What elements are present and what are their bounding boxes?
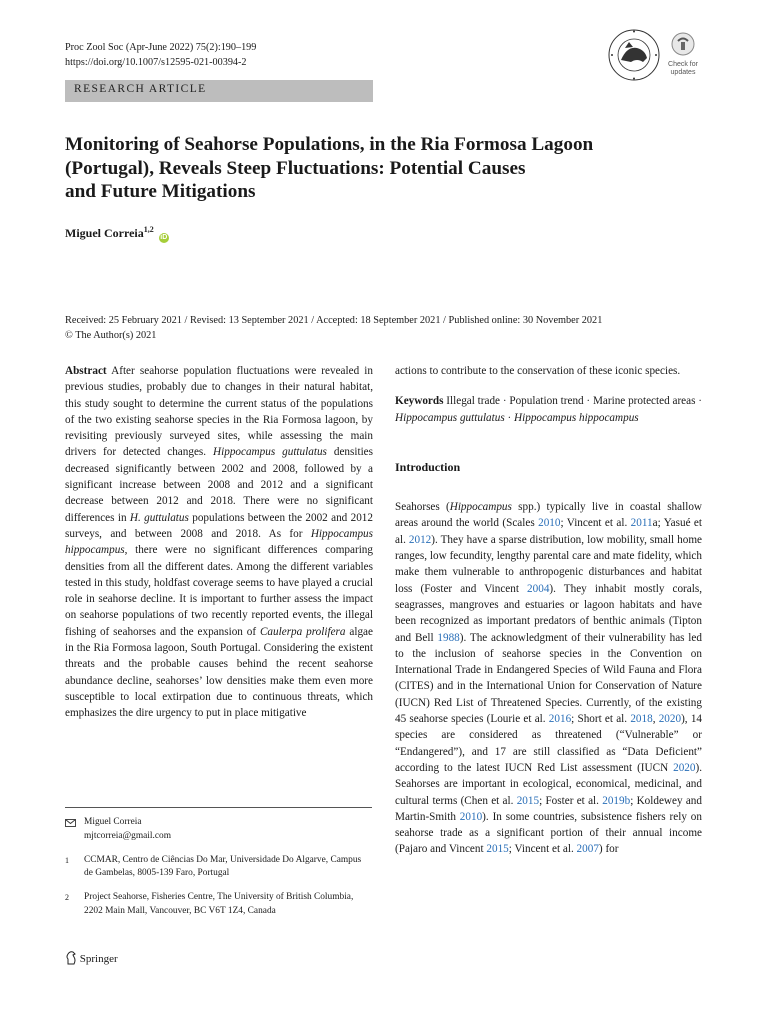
citation-link[interactable]: 2007 bbox=[576, 843, 599, 856]
affiliation-note bbox=[65, 854, 372, 882]
footnote-divider bbox=[65, 807, 372, 808]
title-line: Monitoring of Seahorse Populations, in the Ria Formosa Lagoon bbox=[65, 134, 594, 155]
body-text: ; Koldewey and Martin-Smith bbox=[395, 794, 702, 823]
left-column bbox=[65, 363, 373, 722]
citation-link[interactable]: 2018 bbox=[630, 713, 653, 726]
abstract-text: After seahorse population fluctuations were revealed in previous studies, probably due to changes in their natural habitat, this study sought to determine the current status of the populations of the two existing seahorse species in the Ria Formosa lagoon, by revisiting previously surveyed sites, while assessing the main drivers for detected changes. bbox=[65, 365, 373, 459]
citation-line: Proc Zool Soc (Apr-June 2022) 75(2):190–199 bbox=[65, 42, 257, 53]
species-name: Caulerpa prolifera bbox=[259, 625, 346, 638]
society-seal-icon bbox=[607, 28, 661, 82]
body-text: ; Short et al. bbox=[571, 713, 631, 726]
check-for-updates-icon bbox=[671, 32, 695, 56]
check-updates-line: Check for bbox=[668, 61, 698, 68]
right-column bbox=[395, 363, 702, 858]
author-name[interactable]: Miguel Correia bbox=[65, 226, 144, 240]
springer-horse-icon bbox=[65, 951, 77, 965]
orcid-icon[interactable]: iD bbox=[160, 234, 168, 241]
affiliation-number: 2 bbox=[65, 893, 69, 903]
article-type-banner bbox=[65, 80, 373, 102]
affiliation-text: CCMAR, Centro de Ciências Do Mar, Universidade Do Algarve, Campus de Gambelas, 8005-139 Faro, Portugal bbox=[84, 854, 362, 879]
footnotes bbox=[65, 816, 372, 919]
citation-link[interactable]: 2012 bbox=[408, 533, 432, 546]
body-text: ; Foster et al. bbox=[539, 794, 603, 807]
publisher-logo bbox=[65, 951, 118, 965]
citation-link[interactable]: 2010 bbox=[459, 810, 483, 823]
body-text: ; Vincent et al. bbox=[508, 843, 577, 856]
citation-link[interactable]: 2020 bbox=[673, 761, 696, 774]
article-type-label: RESEARCH ARTICLE bbox=[74, 83, 207, 95]
keyword-species: Hippocampus hippocampus bbox=[514, 411, 639, 424]
affiliation-note bbox=[65, 891, 372, 919]
citation-link[interactable]: 2020 bbox=[658, 713, 682, 726]
body-text: ). Seahorses are important in ecological, economical, medicinal, and cultural terms (Chen et al. bbox=[395, 761, 702, 807]
citation-link[interactable]: 2015 bbox=[516, 794, 540, 807]
body-text: ). They inhabit mostly corals, seagrasses, mangroves and estuaries or lagoon habitats and have been recognized as important predators of benthic animals (Tipton and Bell bbox=[395, 582, 702, 644]
body-text: , bbox=[652, 713, 659, 726]
abstract-text: populations between the 2002 and 2012 surveys, and between 2008 and 2018. As for bbox=[65, 511, 373, 540]
citation-link[interactable]: 2010 bbox=[538, 517, 561, 530]
keywords-paragraph bbox=[395, 393, 702, 426]
check-for-updates-badge[interactable] bbox=[663, 32, 703, 76]
keywords-text: · bbox=[504, 411, 515, 424]
corresponding-author-email[interactable]: mjtcorreia@gmail.com bbox=[84, 830, 171, 841]
abstract-paragraph bbox=[65, 363, 373, 722]
citation-link[interactable]: 2004 bbox=[527, 582, 550, 595]
genus-name: Hippocampus bbox=[449, 501, 512, 514]
keyword-species: Hippocampus guttulatus bbox=[395, 411, 505, 424]
doi-link[interactable]: https://doi.org/10.1007/s12595-021-00394-2 bbox=[65, 57, 247, 68]
abstract-label: Abstract bbox=[65, 365, 107, 377]
abstract-text: algae in the Ria Formosa lagoon, South Portugal. Considering the existent threats and the probable causes behind the recent seahorse abundance decline, seahorses’ low densities make them even more susceptible to local extirpation due to continuous threats, which emphasizes the dire urgency to put in place mitigative bbox=[65, 625, 373, 720]
body-text: ). They have a sparse distribution, low mobility, small home ranges, low fecundity, lengthy parental care and mate fidelity, which make them vulnerable to anthropogenic disturbances and habitat loss (Foster and Vincent bbox=[395, 533, 702, 595]
body-text: spp.) typically live in coastal shallow areas around the world (Scales bbox=[395, 501, 702, 530]
history-dates: Received: 25 February 2021 / Revised: 13 September 2021 / Accepted: 18 September 2021 / Published online: 30 November 2021 bbox=[65, 315, 603, 326]
species-name: Hippocampus hippocampus bbox=[65, 527, 373, 557]
corresponding-author-note bbox=[65, 816, 372, 844]
body-text: a; Yasué et al. bbox=[395, 517, 703, 546]
publication-dates bbox=[65, 314, 602, 343]
species-name: Hippocampus guttulatus bbox=[213, 446, 327, 459]
body-text: ) for bbox=[598, 843, 619, 856]
affiliation-number: 1 bbox=[65, 855, 69, 865]
title-line: (Portugal), Reveals Steep Fluctuations: Potential Causes bbox=[65, 157, 526, 179]
section-heading: Introduction bbox=[395, 459, 461, 474]
body-text: ). In some countries, subsistence fishers rely on seahorse trade as a significant portion of their annual income (Pajaro and Vincent bbox=[395, 810, 702, 856]
corresponding-author-name: Miguel Correia bbox=[84, 817, 142, 827]
citation-link[interactable]: 2015 bbox=[486, 843, 509, 856]
citation-link[interactable]: 2016 bbox=[548, 713, 572, 726]
author-line bbox=[65, 225, 169, 243]
journal-citation bbox=[65, 40, 256, 70]
title-line: and Future Mitigations bbox=[65, 181, 256, 202]
article-title bbox=[65, 133, 685, 204]
abstract-continuation: actions to contribute to the conservation of these iconic species. bbox=[395, 365, 681, 377]
citation-link[interactable]: 1988 bbox=[437, 631, 460, 644]
keywords-label: Keywords bbox=[395, 395, 444, 408]
affiliation-text: Project Seahorse, Fisheries Centre, The University of British Columbia, 2202 Main Mall, Vancouver, BC V6T 1Z4, Canada bbox=[84, 892, 354, 916]
author-affiliation: 1,2 bbox=[143, 225, 154, 234]
keywords-text: Illegal trade · Population trend · Marine protected areas · bbox=[443, 395, 702, 408]
copyright-line: © The Author(s) 2021 bbox=[65, 329, 157, 341]
abstract-text: densities decreased significantly between 2002 and 2008, followed by a significant increase between 2008 and 2012 and a significant decrease between 2012 and 2018. There were no significant differences in bbox=[65, 446, 373, 524]
body-text: ). The acknowledgment of their vulnerability has led to the inclusion of seahorse species in the Convention on International Trade in Endangered Species of Wild Fauna and Flora (CITES) and in the International Union for Conservation of Nature (IUCN) Red List of Threatened Species. Currently, of the existing 45 seahorse species (Lourie et al. bbox=[395, 631, 702, 726]
check-updates-line: updates bbox=[670, 69, 696, 76]
publisher-name: Springer bbox=[79, 953, 118, 965]
body-text: ; Vincent et al. bbox=[560, 517, 631, 530]
abstract-text: , there were no significant differences comparing densities from all the different dates. Among the different variables tested in this study, holdfast coverage seems to have played a crucial role in seahorse decline. It is important to further assess the impact on seahorse populations of two recently reported events, the illegal fishing of seahorses and the expansion of bbox=[65, 544, 373, 638]
body-text: ), 14 species are considered as threatened (“Vulnerable” or “Endangered”), and 17 are still classified as “Data Deficient” according to the latest IUCN Red List assessment (IUCN bbox=[395, 713, 703, 774]
envelope-icon bbox=[65, 819, 76, 827]
body-text: Seahorses ( bbox=[395, 501, 450, 514]
citation-link[interactable]: 2011 bbox=[630, 517, 653, 530]
citation-link[interactable]: 2019b bbox=[602, 794, 631, 807]
intro-paragraph bbox=[395, 499, 702, 858]
species-name: H. guttulatus bbox=[129, 511, 189, 524]
